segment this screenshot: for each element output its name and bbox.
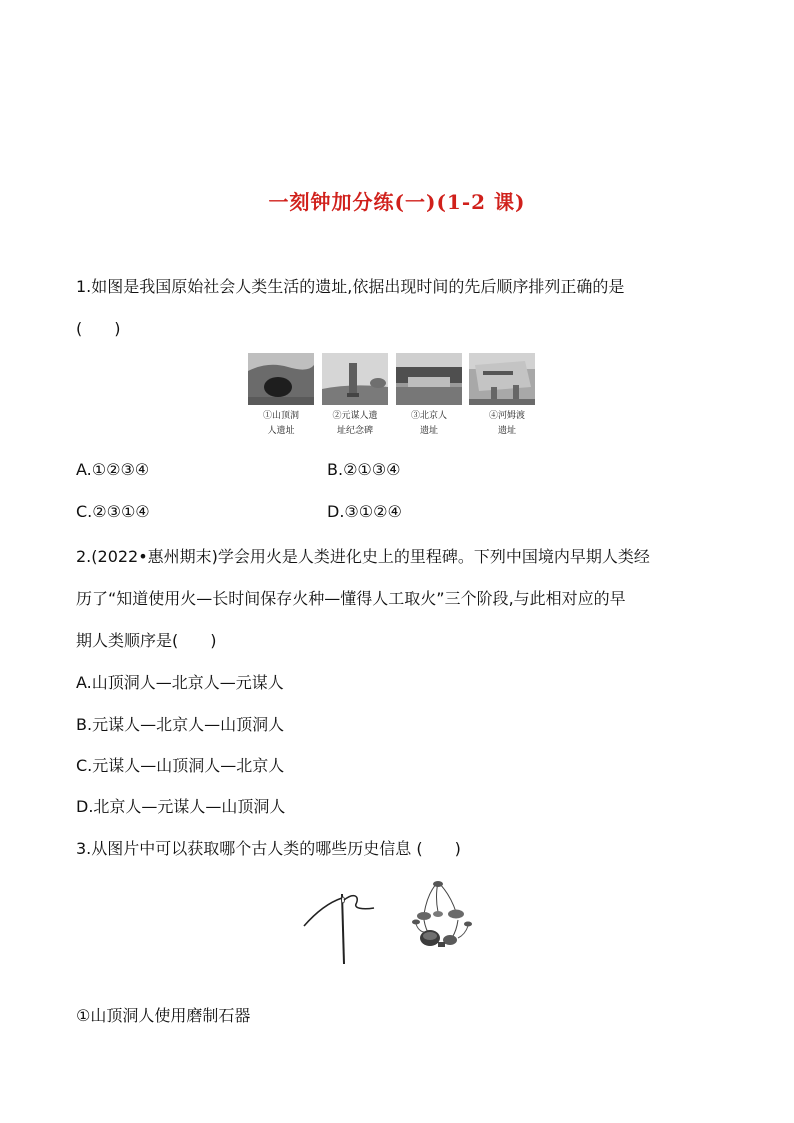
photo-caption: ①山顶洞 人遗址 <box>262 411 299 436</box>
cave-site-photo <box>248 353 314 405</box>
q3-artifact-illustration <box>300 878 495 970</box>
q1-photo-strip <box>248 353 548 443</box>
photo-caption: ④河姆渡 遗址 <box>488 411 525 436</box>
q3-stem: 3.从图片中可以获取哪个古人类的哪些历史信息 ( ) <box>76 839 461 858</box>
hemudu-site-photo <box>469 353 535 405</box>
photo-caption: ②元谋人遗 址纪念碑 <box>332 411 378 436</box>
q2-option-c[interactable]: C.元谋人—山顶洞人—北京人 <box>76 756 285 775</box>
q2-stem-line2: 历了“知道使用火—长时间保存火种—懂得人工取火”三个阶段,与此相对应的早 <box>76 589 626 608</box>
q2-option-a[interactable]: A.山顶洞人—北京人—元谋人 <box>76 673 284 692</box>
photo-caption: ③北京人 遗址 <box>410 411 447 436</box>
q2-stem-line1: 2.(2022•惠州期末)学会用火是人类进化史上的里程碑。下列中国境内早期人类经 <box>76 547 650 566</box>
ornament-necklace-icon <box>412 881 472 947</box>
page-title: 一刻钟加分练(一)(1-2 课) <box>268 190 526 214</box>
q2-option-d[interactable]: D.北京人—元谋人—山顶洞人 <box>76 797 286 816</box>
bone-needle-icon <box>304 894 374 964</box>
q1-option-b[interactable]: B.②①③④ <box>327 460 401 479</box>
peking-man-site-photo <box>396 353 462 405</box>
q1-option-d[interactable]: D.③①②④ <box>327 502 402 521</box>
q2-option-b[interactable]: B.元谋人—北京人—山顶洞人 <box>76 715 285 734</box>
q1-answer-bracket: ( ) <box>76 319 121 338</box>
yuanmou-monument-photo <box>322 353 388 405</box>
q1-stem-line1: 1.如图是我国原始社会人类生活的遗址,依据出现时间的先后顺序排列正确的是 <box>76 277 625 296</box>
q2-stem-line3: 期人类顺序是( ) <box>76 631 217 650</box>
q3-item-1: ①山顶洞人使用磨制石器 <box>76 1006 251 1025</box>
q1-option-c[interactable]: C.②③①④ <box>76 502 150 521</box>
q1-option-a[interactable]: A.①②③④ <box>76 460 150 479</box>
